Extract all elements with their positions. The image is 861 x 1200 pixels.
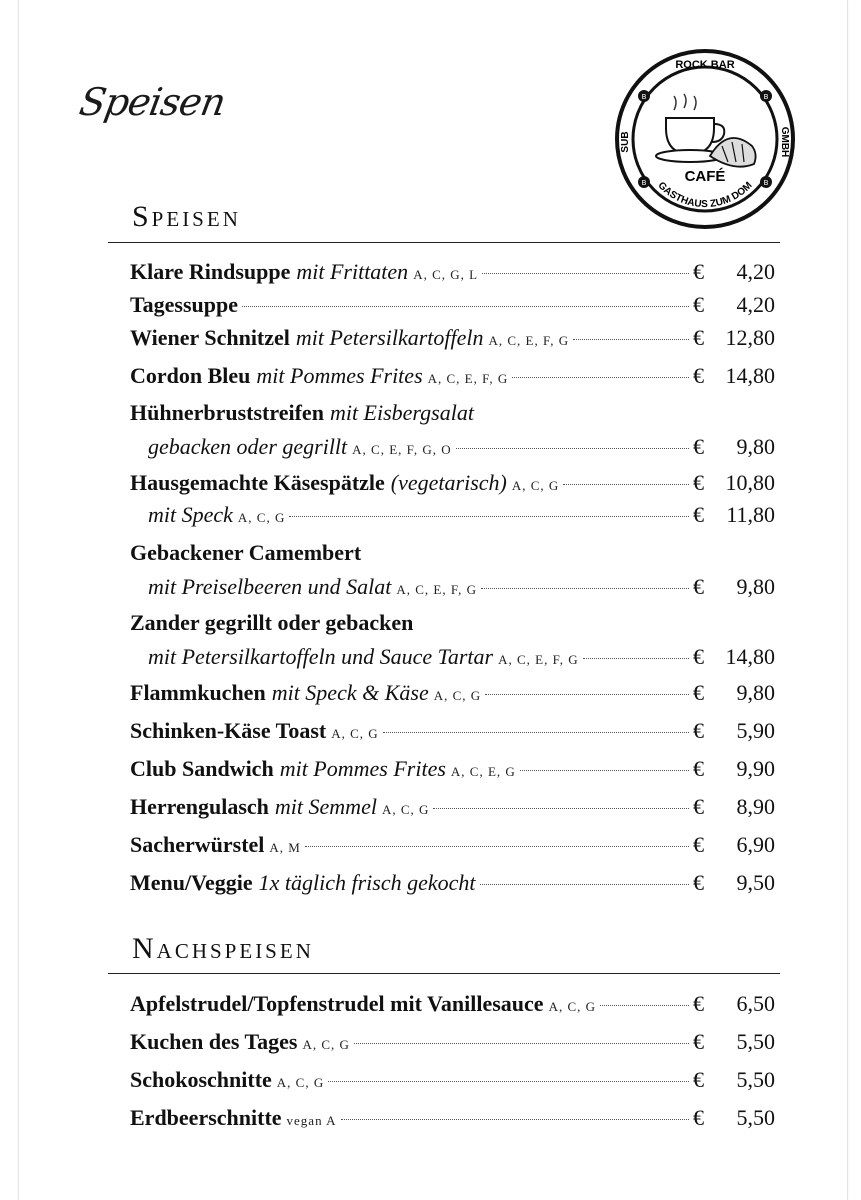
dot-leader xyxy=(482,272,689,274)
item-allergens: A, C, G xyxy=(331,726,379,741)
item-allergens: A, C, G xyxy=(276,1075,325,1090)
price-amount: 10,80 xyxy=(725,470,775,495)
item-desc: mit Speck & Käse xyxy=(271,680,429,705)
item-price xyxy=(693,432,775,462)
item-name: Sacherwürstel xyxy=(130,832,265,857)
item-price xyxy=(693,1027,775,1057)
currency-symbol: € xyxy=(693,434,704,459)
price-amount: 8,90 xyxy=(736,794,775,819)
dot-leader xyxy=(289,515,689,517)
item-price xyxy=(693,678,775,708)
item-name: Flammkuchen xyxy=(130,680,266,705)
item-price xyxy=(693,1103,775,1133)
currency-symbol: € xyxy=(693,574,704,599)
item-sub-desc: mit Preiselbeeren und Salat xyxy=(148,574,392,599)
dot-leader xyxy=(583,657,689,659)
item-allergens: A, C, G xyxy=(548,999,597,1014)
item-sub-desc: mit Petersilkartoffeln und Sauce Tartar xyxy=(148,644,494,669)
price-amount: 5,50 xyxy=(736,1105,775,1130)
item-price xyxy=(693,361,775,391)
item-price xyxy=(693,1065,775,1095)
item-allergens: A, C, G xyxy=(381,802,430,817)
item-allergens: A, C, G xyxy=(433,688,482,703)
item-desc: 1x täglich frisch gekocht xyxy=(258,870,476,895)
price-amount: 5,50 xyxy=(736,1067,775,1092)
item-price xyxy=(693,830,775,860)
item-desc: mit Pommes Frites xyxy=(279,756,446,781)
currency-symbol: € xyxy=(693,502,704,527)
item-sub-desc: gebacken oder gegrillt xyxy=(148,434,348,459)
logo-center-text: CAFÉ xyxy=(684,168,726,185)
item-price xyxy=(693,468,775,498)
price-amount: 5,50 xyxy=(736,1029,775,1054)
item-name: Apfelstrudel/Topfenstrudel mit Vanillesauce xyxy=(130,991,544,1016)
item-name: Schinken-Käse Toast xyxy=(130,718,327,743)
menu-item xyxy=(130,398,775,465)
item-desc: mit Semmel xyxy=(274,794,377,819)
menu-item xyxy=(130,538,775,605)
dot-leader xyxy=(481,587,689,589)
item-name: Zander gegrillt oder gebacken xyxy=(130,610,414,635)
price-amount: 4,20 xyxy=(736,292,775,317)
dot-leader xyxy=(520,769,689,771)
price-amount: 9,50 xyxy=(736,870,775,895)
currency-symbol: € xyxy=(693,718,704,743)
item-price xyxy=(693,323,775,353)
currency-symbol: € xyxy=(693,292,704,317)
item-price xyxy=(693,716,775,746)
currency-symbol: € xyxy=(693,1105,704,1130)
menu-item xyxy=(130,608,775,675)
price-amount: 11,80 xyxy=(726,502,775,527)
item-desc: (vegetarisch) xyxy=(390,470,507,495)
dot-leader xyxy=(433,807,689,809)
item-desc: mit Eisbergsalat xyxy=(329,400,474,425)
item-allergens: A, C, E, F, G xyxy=(488,333,570,348)
dot-leader xyxy=(305,845,689,847)
item-allergens: A, M xyxy=(269,840,301,855)
dot-leader xyxy=(456,447,689,449)
item-desc: mit Petersilkartoffeln xyxy=(295,325,484,350)
currency-symbol: € xyxy=(693,644,704,669)
item-name: Herrengulasch xyxy=(130,794,269,819)
menu-item xyxy=(130,1103,775,1136)
item-price xyxy=(693,754,775,784)
currency-symbol: € xyxy=(693,1067,704,1092)
item-allergens: A, C, E, F, G xyxy=(427,371,509,386)
svg-text:B: B xyxy=(641,93,647,101)
menu-item xyxy=(130,716,775,749)
currency-symbol: € xyxy=(693,794,704,819)
item-allergens: A, C, E, F, G xyxy=(396,582,477,597)
price-amount: 4,20 xyxy=(736,259,775,284)
menu-item xyxy=(130,290,775,320)
item-name: Gebackener Camembert xyxy=(130,540,362,565)
currency-symbol: € xyxy=(693,680,704,705)
section-title-nachspeisen: Nachspeisen xyxy=(132,932,314,965)
price-amount: 9,80 xyxy=(736,680,775,705)
menu-item xyxy=(130,1027,775,1060)
section-divider xyxy=(108,973,780,974)
currency-symbol: € xyxy=(693,991,704,1016)
currency-symbol: € xyxy=(693,470,704,495)
item-price xyxy=(693,642,775,672)
menu-item xyxy=(130,257,775,290)
item-name: Hühnerbruststreifen xyxy=(130,400,324,425)
item-price xyxy=(693,868,775,898)
item-allergens: A, C, E, F, G, O xyxy=(352,442,452,457)
price-amount: 9,90 xyxy=(736,756,775,781)
dot-leader xyxy=(485,693,689,695)
item-price xyxy=(693,500,775,530)
dot-leader xyxy=(563,483,689,485)
dot-leader xyxy=(480,883,689,885)
item-price xyxy=(693,989,775,1019)
dot-leader xyxy=(242,305,689,307)
price-amount: 5,90 xyxy=(736,718,775,743)
currency-symbol: € xyxy=(693,756,704,781)
price-amount: 9,80 xyxy=(736,434,775,459)
section-title-speisen: Speisen xyxy=(132,200,241,233)
dot-leader xyxy=(354,1042,689,1044)
logo-bottom-text: GASTHAUS ZUM DOM xyxy=(655,180,755,211)
item-desc: mit Pommes Frites xyxy=(256,363,423,388)
price-amount: 12,80 xyxy=(725,325,775,350)
dot-leader xyxy=(600,1004,689,1006)
item-allergens: A, C, G xyxy=(237,510,286,525)
svg-text:B: B xyxy=(641,179,647,187)
menu-item xyxy=(130,754,775,787)
dot-leader xyxy=(341,1118,690,1120)
item-price xyxy=(693,572,775,602)
item-name: Club Sandwich xyxy=(130,756,274,781)
currency-symbol: € xyxy=(693,363,704,388)
item-price xyxy=(693,290,775,320)
price-amount: 9,80 xyxy=(736,574,775,599)
item-name: Wiener Schnitzel xyxy=(130,325,290,350)
item-allergens: A, C, E, F, G xyxy=(498,652,579,667)
price-amount: 6,50 xyxy=(736,991,775,1016)
item-name: Hausgemachte Käsespätzle xyxy=(130,470,385,495)
script-title: Speisen xyxy=(76,80,229,124)
item-name: Erdbeerschnitte xyxy=(130,1105,282,1130)
menu-item xyxy=(130,468,775,501)
price-amount: 6,90 xyxy=(736,832,775,857)
item-desc: mit Frittaten xyxy=(296,259,409,284)
item-name: Kuchen des Tages xyxy=(130,1029,298,1054)
item-name: Cordon Bleu xyxy=(130,363,251,388)
item-name: Menu/Veggie xyxy=(130,870,253,895)
item-name: Schokoschnitte xyxy=(130,1067,272,1092)
dot-leader xyxy=(512,376,689,378)
logo-right-text: GMBH xyxy=(779,126,790,158)
item-price xyxy=(693,792,775,822)
section-divider xyxy=(108,242,780,243)
item-name: Tagessuppe xyxy=(130,292,239,317)
price-amount: 14,80 xyxy=(725,644,775,669)
cafe-logo xyxy=(614,48,796,230)
item-sub-desc: mit Speck xyxy=(148,502,233,527)
dot-leader xyxy=(383,731,689,733)
currency-symbol: € xyxy=(693,259,704,284)
svg-text:B: B xyxy=(763,179,769,187)
item-allergens: A, C, E, G xyxy=(450,764,516,779)
dot-leader xyxy=(328,1080,689,1082)
item-allergens: A, C, G xyxy=(302,1037,350,1052)
item-allergens: A, C, G, L xyxy=(413,267,479,282)
item-allergens: vegan A xyxy=(286,1113,337,1128)
currency-symbol: € xyxy=(693,325,704,350)
price-amount: 14,80 xyxy=(725,363,775,388)
menu-item xyxy=(130,1065,775,1098)
item-price xyxy=(693,257,775,287)
menu-item xyxy=(130,830,775,863)
currency-symbol: € xyxy=(693,1029,704,1054)
menu-item xyxy=(130,361,775,394)
menu-item xyxy=(130,678,775,711)
menu-item xyxy=(130,500,775,533)
dot-leader xyxy=(573,338,689,340)
menu-item xyxy=(130,868,775,898)
logo-left-text: SUB xyxy=(620,131,631,153)
item-allergens: A, C, G xyxy=(511,478,560,493)
currency-symbol: € xyxy=(693,832,704,857)
svg-text:B: B xyxy=(763,93,769,101)
logo-top-text: ROCK BAR xyxy=(675,59,735,71)
menu-item xyxy=(130,989,775,1022)
currency-symbol: € xyxy=(693,870,704,895)
menu-item xyxy=(130,323,775,356)
menu-item xyxy=(130,792,775,825)
item-name: Klare Rindsuppe xyxy=(130,259,291,284)
